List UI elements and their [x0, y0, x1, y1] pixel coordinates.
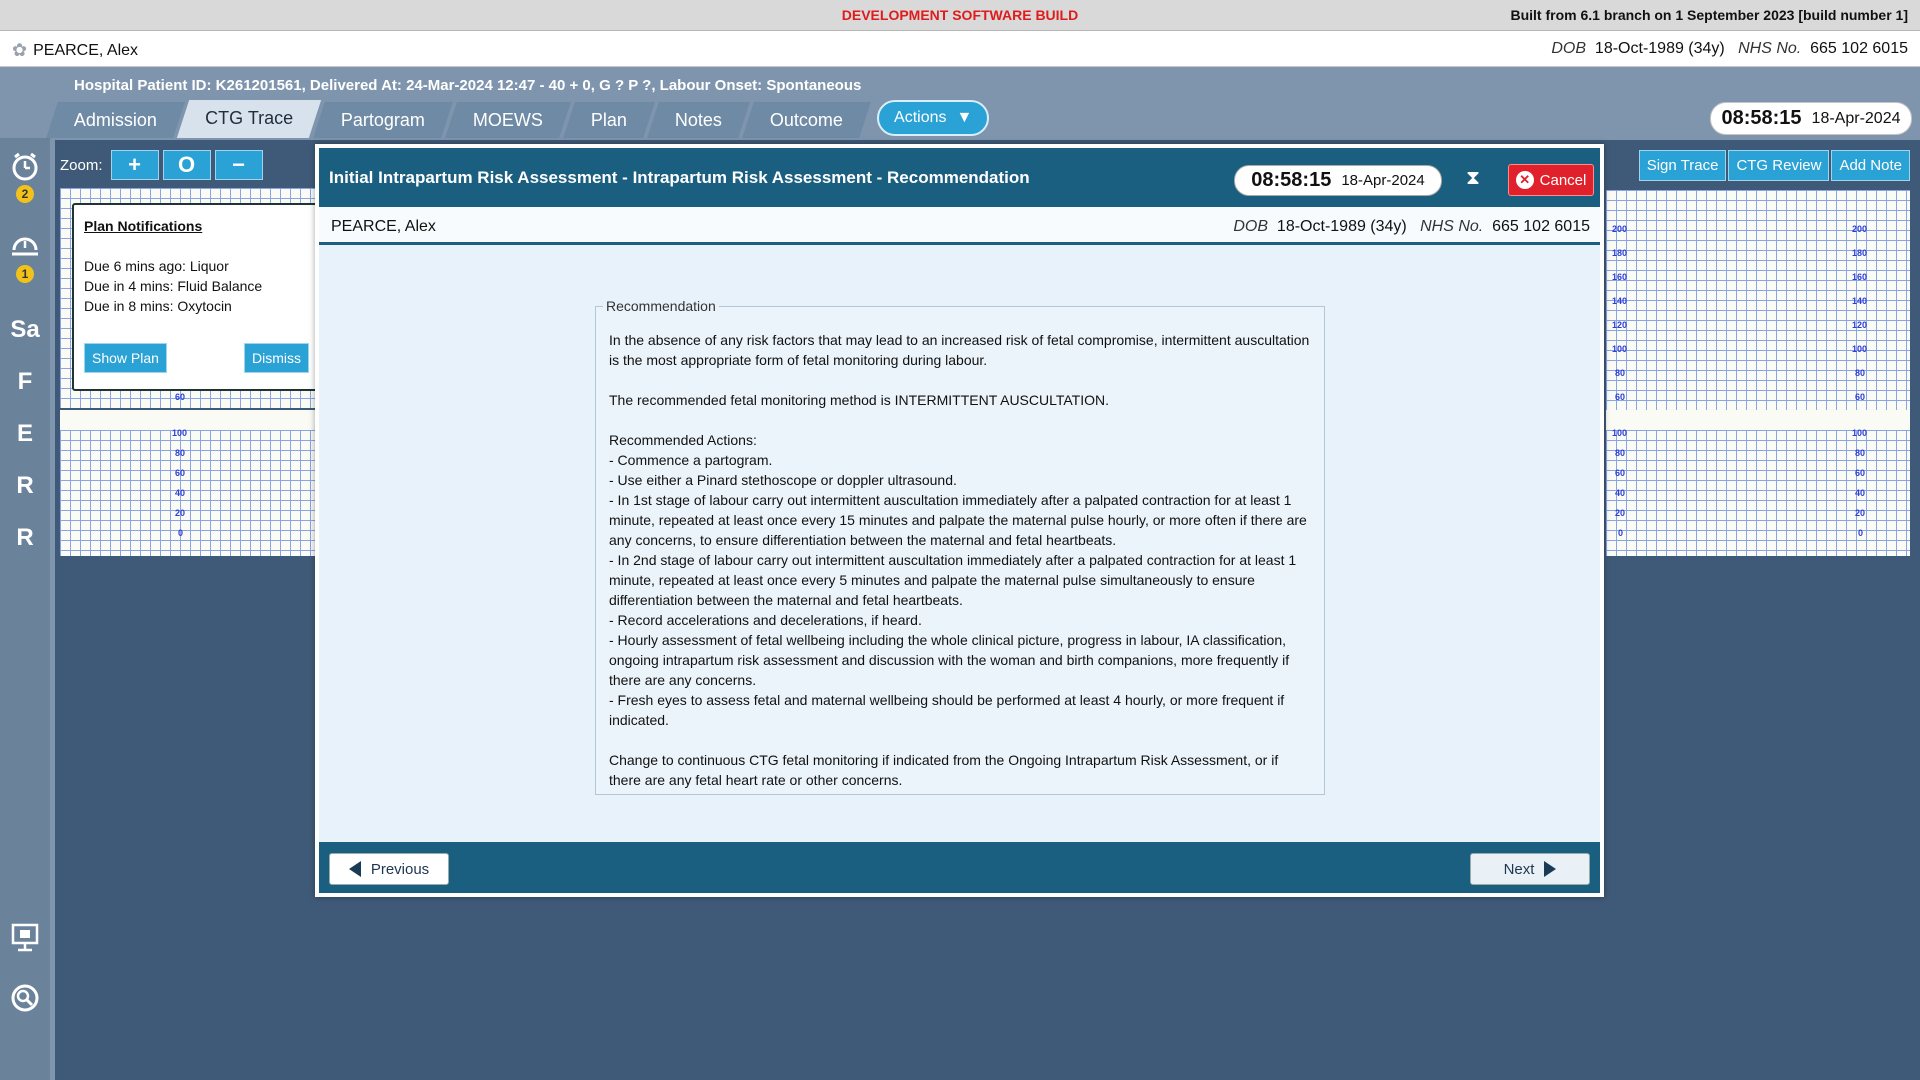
ctg-toco-grid-left	[60, 430, 320, 556]
tab-outcome[interactable]	[742, 102, 871, 138]
clock-time: 08:58:15	[1721, 107, 1802, 129]
axis-r1-100-lower: 100	[1612, 428, 1628, 438]
recommended-actions-heading: Recommended Actions:	[609, 432, 757, 448]
recommended-action: - Hourly assessment of fetal wellbeing including the whole clinical picture, progress in labour, IA classification, ongoing intrapartum risk assessment and discussion with the woman and birth companions, more frequently if there are any concerns.	[609, 632, 1290, 688]
dialog-patient-info	[1233, 218, 1590, 236]
axis-r2-60-lower: 60	[1855, 468, 1866, 478]
axis-r1-100: 100	[1612, 344, 1628, 354]
nhs-label: NHS No.	[1738, 40, 1802, 57]
sidebar-item-r2[interactable]: R	[16, 524, 34, 551]
recommended-action: - Use either a Pinard stethoscope or doppler ultrasound.	[609, 472, 957, 488]
dialog-title: Initial Intrapartum Risk Assessment - Intrapartum Risk Assessment - Recommendation	[329, 168, 1030, 187]
axis-r2-180: 180	[1852, 248, 1868, 258]
filter-icon[interactable]: ⧗	[1466, 167, 1481, 189]
plan-notifications-panel	[72, 203, 322, 391]
dev-build-label: DEVELOPMENT SOFTWARE BUILD	[841, 7, 1079, 23]
chevron-down-icon: ▼	[956, 109, 973, 126]
plan-notifications-title: Plan Notifications	[84, 218, 203, 234]
nhs-value: 665 102 6015	[1810, 40, 1908, 57]
dob-value: 18-Oct-1989 (34y)	[1594, 40, 1725, 57]
recommendation-footer-text: Change to continuous CTG fetal monitoring if indicated from the Ongoing Intrapartum Risk Assessment, or if there are any fetal heart rate or other concerns.	[609, 752, 1279, 788]
recommendation-method: The recommended fetal monitoring method is INTERMITTENT AUSCULTATION.	[609, 392, 1110, 408]
previous-label: Previous	[370, 860, 430, 878]
arrow-left-icon	[349, 861, 361, 877]
clock-date: 18-Apr-2024	[1811, 109, 1901, 127]
next-button[interactable]	[1470, 853, 1590, 885]
recommendation-fieldset	[595, 298, 1325, 795]
axis-label-left-20: 20	[175, 508, 186, 518]
axis-r1-120: 120	[1612, 320, 1628, 330]
recommendation-paragraph: In the absence of any risk factors that may lead to an increased risk of fetal compromise, intermittent auscultation is the most appropriate form of fetal monitoring during labour.	[609, 332, 1310, 368]
zoom-out-button[interactable]: −	[215, 150, 263, 180]
tab-ctg-trace[interactable]	[177, 100, 321, 138]
axis-r1-200: 200	[1612, 224, 1628, 234]
tab-label: Notes	[674, 110, 722, 130]
dialog-footer	[319, 842, 1600, 893]
nhs-value: 665 102 6015	[1492, 218, 1590, 235]
alarm-clock-icon	[10, 152, 40, 182]
tab-label: Partogram	[340, 110, 425, 130]
patient-bar	[0, 31, 1920, 67]
add-note-button[interactable]: Add Note	[1831, 150, 1910, 181]
trace-toolbar	[1639, 150, 1910, 181]
zoom-reset-button[interactable]: O	[163, 150, 211, 180]
dialog-patient-bar	[319, 207, 1600, 245]
actions-label: Actions	[894, 109, 947, 126]
recommended-action: - Commence a partogram.	[609, 452, 773, 468]
left-sidebar	[0, 138, 50, 1080]
dialog-date: 18-Apr-2024	[1341, 172, 1425, 189]
recommended-action: - In 1st stage of labour carry out intermittent auscultation immediately after a palpated contraction for at least 1 minute, repeated at least once every 15 minutes and palpate the maternal pulse hourly, or more often if there are any concerns, to ensure differentiation between the maternal and fetal heartbeats.	[609, 492, 1307, 548]
axis-r1-160: 160	[1612, 272, 1628, 282]
axis-r2-20-lower: 20	[1855, 508, 1866, 518]
nhs-label: NHS No.	[1420, 218, 1484, 235]
snooze-clock-icon	[10, 232, 40, 262]
axis-r2-140: 140	[1852, 296, 1868, 306]
previous-button[interactable]	[329, 853, 449, 885]
patient-name: PEARCE, Alex	[33, 41, 139, 59]
tab-bar	[52, 100, 989, 138]
recommendation-legend: Recommendation	[606, 298, 716, 314]
axis-r1-0-lower: 0	[1618, 528, 1624, 538]
zoom-in-button[interactable]: +	[111, 150, 159, 180]
axis-label-left-80: 80	[175, 448, 186, 458]
axis-r2-60: 60	[1855, 392, 1866, 402]
plan-notification-item: Due in 4 mins: Fluid Balance	[84, 278, 263, 294]
build-bar	[0, 0, 1920, 31]
sidebar-item-r1[interactable]: R	[16, 472, 34, 499]
zoom-label: Zoom:	[60, 156, 103, 174]
tab-admission[interactable]	[46, 102, 185, 138]
show-plan-button[interactable]: Show Plan	[84, 343, 167, 373]
recommended-action: - Record accelerations and decelerations, if heard.	[609, 612, 922, 628]
tab-label: Admission	[73, 110, 157, 130]
axis-r1-140: 140	[1612, 296, 1628, 306]
axis-label-left-0: 0	[178, 528, 184, 538]
patient-info	[1551, 40, 1908, 58]
tab-label: MOEWS	[472, 110, 543, 130]
recommended-action: - In 2nd stage of labour carry out intermittent auscultation immediately after a palpated contraction for at least 1 minute, repeated at least once every 5 minutes and palpate the maternal pulse simultaneously to ensure differentiation between the maternal and fetal heartbeats.	[609, 552, 1297, 608]
search-icon	[10, 983, 40, 1013]
axis-r1-60: 60	[1615, 392, 1626, 402]
dob-value: 18-Oct-1989 (34y)	[1276, 218, 1407, 235]
cancel-label: Cancel	[1539, 171, 1587, 189]
plan-notification-item: Due 6 mins ago: Liquor	[84, 258, 229, 274]
tab-label: Plan	[590, 110, 627, 130]
hospital-info: Hospital Patient ID: K261201561, Delivered At: 24-Mar-2024 12:47 - 40 + 0, G ? P ?, Labour Onset: Spontaneous	[74, 77, 862, 94]
axis-r2-100-lower: 100	[1852, 428, 1868, 438]
axis-label-left-40: 40	[175, 488, 186, 498]
recommendation-dialog	[315, 144, 1604, 897]
dialog-patient-name: PEARCE, Alex	[331, 218, 436, 235]
actions-button[interactable]	[877, 100, 989, 136]
arrow-right-icon	[1544, 861, 1556, 877]
recommended-action: - Fresh eyes to assess fetal and maternal wellbeing should be performed at least 4 hourly, or more frequent if indicated.	[609, 692, 1285, 728]
close-icon: ✕	[1516, 171, 1534, 189]
axis-label-left-60: 60	[175, 392, 186, 402]
tab-moews[interactable]	[445, 102, 571, 138]
sidebar-item-e[interactable]: E	[16, 420, 33, 447]
dialog-time: 08:58:15	[1251, 169, 1332, 191]
header-clock	[1710, 102, 1912, 135]
tab-label: Outcome	[769, 110, 844, 130]
next-label: Next	[1503, 860, 1535, 878]
plan-notification-item: Due in 8 mins: Oxytocin	[84, 298, 232, 314]
alarm-badge: 2	[16, 185, 34, 203]
tab-partogram[interactable]	[313, 102, 453, 138]
sign-trace-button[interactable]: Sign Trace	[1639, 150, 1727, 181]
dialog-clock[interactable]	[1234, 165, 1442, 196]
tab-label: CTG Trace	[205, 108, 294, 128]
axis-r1-180: 180	[1612, 248, 1628, 258]
axis-label-left-100: 100	[172, 428, 188, 438]
sidebar-item-f[interactable]: F	[17, 368, 33, 395]
dob-label: DOB	[1233, 218, 1269, 235]
tab-notes[interactable]	[647, 102, 750, 138]
axis-r1-40-lower: 40	[1615, 488, 1626, 498]
axis-r1-80: 80	[1615, 368, 1626, 378]
axis-label-left-60b: 60	[175, 468, 186, 478]
axis-r2-0-lower: 0	[1858, 528, 1864, 538]
axis-r1-20-lower: 20	[1615, 508, 1626, 518]
sidebar-item-sa[interactable]: Sa	[10, 316, 40, 343]
dob-label: DOB	[1551, 40, 1587, 57]
patient-name-area	[12, 40, 138, 61]
axis-r1-80-lower: 80	[1615, 448, 1626, 458]
axis-r2-120: 120	[1852, 320, 1868, 330]
axis-r2-80: 80	[1855, 368, 1866, 378]
snooze-badge: 1	[16, 265, 34, 283]
axis-r2-200: 200	[1852, 224, 1868, 234]
axis-r2-100: 100	[1852, 344, 1868, 354]
ctg-review-button[interactable]: CTG Review	[1728, 150, 1829, 181]
zoom-controls	[60, 150, 263, 180]
flower-icon: ✿	[12, 40, 28, 60]
build-info: Built from 6.1 branch on 1 September 2023 [build number 1]	[1510, 7, 1908, 23]
axis-r2-160: 160	[1852, 272, 1868, 282]
axis-r2-40-lower: 40	[1855, 488, 1866, 498]
dismiss-button[interactable]: Dismiss	[244, 343, 309, 373]
ctg-gap-right	[1606, 410, 1910, 430]
presentation-icon	[10, 922, 40, 952]
tab-plan[interactable]	[563, 102, 655, 138]
ctg-gap-left	[60, 410, 320, 430]
axis-r1-60-lower: 60	[1615, 468, 1626, 478]
cancel-button[interactable]	[1508, 164, 1594, 196]
dialog-header	[319, 148, 1600, 207]
axis-r2-80-lower: 80	[1855, 448, 1866, 458]
